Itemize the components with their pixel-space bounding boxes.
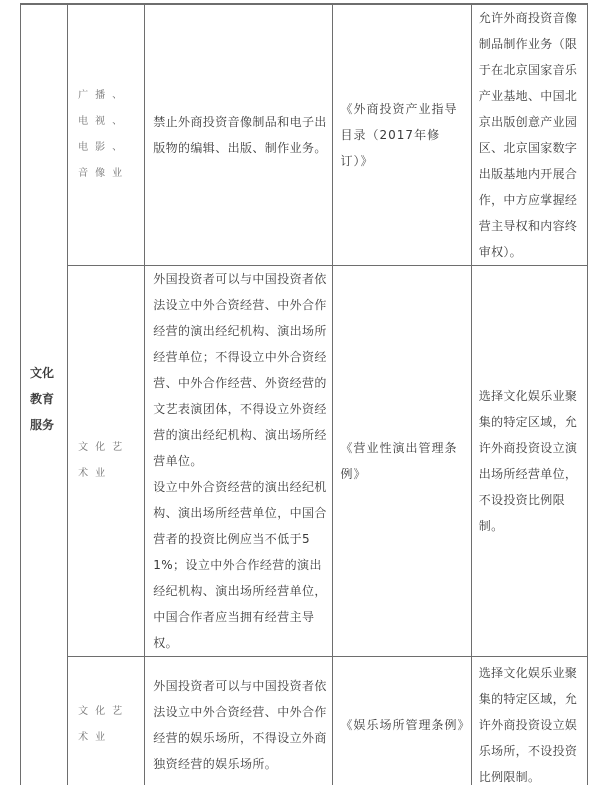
legal-basis-cell: 《娱乐场所管理条例》 — [332, 657, 471, 785]
category-label-line: 教育 — [30, 391, 55, 406]
table-row — [21, 657, 588, 785]
description-cell — [145, 5, 332, 266]
sub-industry-cell: 文化艺术业 — [68, 657, 145, 785]
description-paragraph: 外国投资者可以与中国投资者依法设立中外合资经营、中外合作经营的演出经纪机构、演出场所经营单位；不得设立中外合资经营、中外合作经营、外资经营的文艺表演团体，不得设立外资经营的演出经纪机构、演出场所经营单位。 — [153, 272, 327, 468]
description-cell — [145, 657, 332, 785]
sub-industry-cell: 文化艺术业 — [68, 266, 145, 657]
legal-basis-cell: 《外商投资产业指导目录（2017年修订）》 — [332, 5, 471, 266]
table-row — [21, 5, 588, 266]
category-label-line: 文化 — [30, 365, 55, 380]
legal-basis-cell: 《营业性演出管理条例》 — [332, 266, 471, 657]
description-paragraph: 设立中外合资经营的演出经纪机构、演出场所经营单位，中国合营者的投资比例应当不低于51%；设立中外合作经营的演出经纪机构、演出场所经营单位，中国合作者应当拥有经营主导权。 — [153, 480, 327, 650]
opening-measure-cell: 选择文化娱乐业聚集的特定区域，允许外商投资设立娱乐场所，不设投资比例限制。 — [471, 657, 587, 785]
opening-measure-cell: 允许外商投资音像制品制作业务（限于在北京国家音乐产业基地、中国北京出版创意产业园区、北京国家数字出版基地内开展合作，中方应掌握经营主导权和内容终审权）。 — [471, 5, 587, 266]
category-label-line: 服务 — [30, 417, 55, 432]
category-cell — [21, 5, 68, 785]
table-row — [21, 266, 588, 657]
description-paragraph: 外国投资者可以与中国投资者依法设立中外合资经营、中外合作经营的娱乐场所，不得设立外商独资经营的娱乐场所。 — [153, 678, 327, 771]
sub-industry-cell: 广播、电视、电影、音像业 — [68, 5, 145, 266]
policy-table — [20, 3, 588, 785]
description-cell — [145, 266, 332, 657]
opening-measure-cell: 选择文化娱乐业聚集的特定区域，允许外商投资设立演出场所经营单位，不设投资比例限制。 — [471, 266, 587, 657]
category-label — [30, 360, 58, 438]
description-paragraph: 禁止外商投资音像制品和电子出版物的编辑、出版、制作业务。 — [153, 115, 327, 155]
